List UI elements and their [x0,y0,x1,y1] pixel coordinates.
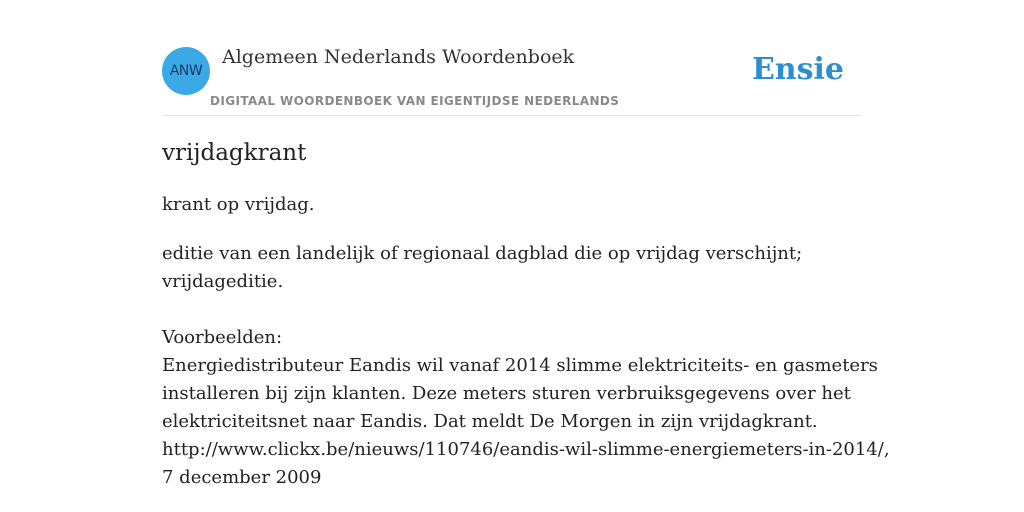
examples-label: Voorbeelden: [162,327,283,348]
example-line: elektriciteitsnet naar Eandis. Dat meldt De Morgen in zijn vrijdagkrant. [162,411,818,432]
example-line: Energiedistributeur Eandis wil vanaf 2014 slimme elektriciteits- en gasmeters [162,355,878,376]
meaning-line: vrijdageditie. [162,271,284,292]
meaning-block [162,240,890,492]
meaning-line: editie van een landelijk of regionaal dagblad die op vrijdag verschijnt; [162,243,803,264]
site-subtitle: DIGITAAL WOORDENBOEK VAN EIGENTIJDSE NEDERLANDS [210,94,620,108]
short-definition: krant op vrijdag. [162,194,315,215]
logo-text: ANW [169,63,203,79]
example-line: installeren bij zijn klanten. Deze meters sturen verbruiksgegevens over het [162,383,851,404]
page-container [162,0,890,488]
entry-word: vrijdagkrant [162,140,307,166]
example-source-url: http://www.clickx.be/nieuws/110746/eandis-wil-slimme-energiemeters-in-2014/, [162,439,890,460]
anw-logo[interactable] [162,47,210,95]
ensie-brand-logo[interactable]: Ensie [751,52,844,87]
site-header [162,0,862,116]
spacer [162,296,862,324]
example-source-date: 7 december 2009 [162,467,322,488]
site-title[interactable]: Algemeen Nederlands Woordenboek [222,46,575,68]
